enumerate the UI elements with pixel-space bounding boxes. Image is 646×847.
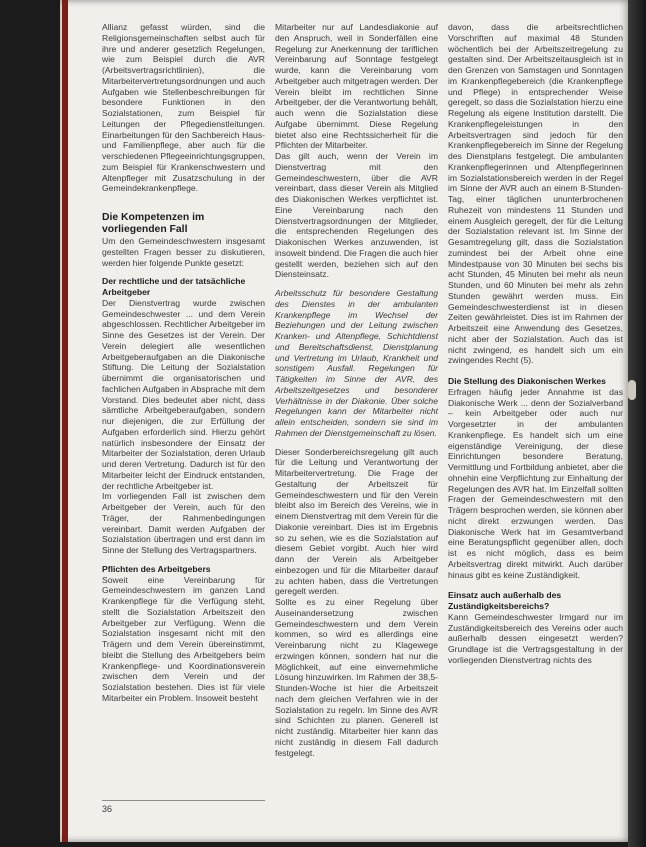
left-intro-paragraph: Allianz gefasst würden, sind die Religionsgemeinschaften selbst auch für ihre und anderer gesetzlich Regelungen, wie zum Beispiel durch die AVR (Arbeitsvertragsrichtlinien), die Mitarbeitervertretungsordnungen und auch Aufgaben wie Stellenbeschreibungen für besondere Funktionen in den Sozialstationen, zum Beispiel für Leitungen der Pflegedienstleitungen. Einarbeitungen für den Sachbereich Haus- und Familienpflege, aber auch für die verschiedenen Pflegeeinrichtungsgruppen, zum Beispiel für Krankenschwestern und Altenpfleger mit Zusatzschulung in der Gemeindekrankenpflege. bbox=[102, 22, 265, 194]
subsection-title-arbeitgeber: Der rechtliche und der tatsächliche Arbeitgeber bbox=[102, 276, 246, 297]
subsection-body-arbeitgeber-2: Im vorliegenden Fall ist zwischen dem Arbeitgeber der Verein, auch für den Träger, der Rahmenbedingungen vereinbart. Damit werden Aufgaben der Sozialstation übertragen und erst dann im Sinne der Stellung des Vertragspartners. bbox=[102, 491, 265, 555]
book-binding bbox=[0, 0, 60, 847]
middle-paragraph-2: Das gilt auch, wenn der Verein im Dienstvertrag mit den Gemeindeschwestern, über die AVR vereinbart, dass dieser Verein als Mitglied des Diakonischen Werkes verpflichtet ist. Eine Vereinbarung nach den Dienstvertragsordnungen der Mitglieder, die entsprechenden Regelungen des Diakonischen Werkes anzuwenden, ist insoweit bindend. Die Fragen die auch hier gestellt werden, beziehen sich auf den Diensteinsatz. bbox=[275, 151, 438, 280]
subsection-body-einsatz: Kann Gemeindeschwester Irmgard nur im Zuständigkeitsbereich des Vereins oder auch außerhalb dessen eingesetzt werden? Grundlage ist die Vertragsgestaltung in der vorliegenden Dienstvertrag nichts des bbox=[448, 611, 623, 665]
subsection-title-pflichten: Pflichten des Arbeitgebers bbox=[102, 563, 211, 574]
page-number: 36 bbox=[102, 804, 113, 814]
footer-rule bbox=[102, 800, 265, 801]
middle-quote: Arbeitsschutz für besondere Gestaltung des Dienstes in der ambulanten Krankenpflege im Wechsel der Beziehungen und der Leitung zwischen Kranken- und Altenpflege, Schichtdienst und Bereitschaftsdienst, Dienstplanung und Vertretung im Urlaub, Krankheit und sonstigem Ausfall. Regelungen für Tätigkeiten im Sinne der AVR, des Arbeitszeitgesetzes und besonderer Verhältnisse in der Diakonie. Über solche Regelungen kann der Mitarbeiter nicht allein entscheiden, sondern sie sind im Rahmen der Dienstgemeinschaft zu lösen. bbox=[275, 288, 438, 438]
page-tab bbox=[628, 380, 636, 400]
subsection-title-diakonisches-werk: Die Stellung des Diakonischen Werkes bbox=[448, 376, 606, 386]
subsection-title-einsatz: Einsatz auch außerhalb des Zuständigkeitsbereichs? bbox=[448, 590, 562, 611]
middle-paragraph-1: Mitarbeiter nur auf Landesdiakonie auf den Anspruch, weil in Sonderfällen eine Regelung zur Anerkennung der tariflichen Vereinbarung auf Sonntage festgelegt wurde, kann die Vereinbarung vom Arbeitgeber auch mitgetragen werden. Der Verein bleibt im rechtlichen Sinne Arbeitgeber, der die Verantwortung behält, auch wenn die Sozialstation diese Aufgabe übernimmt. Diese Regelung bietet also eine Rechtssicherheit für die Pflichten der Mitarbeiter. bbox=[275, 22, 438, 151]
red-binding-strip bbox=[62, 0, 68, 842]
middle-paragraph-3: Dieser Sonderbereichsregelung gilt auch für die Leitung und Verantwortung der Mitarbeitervertretung. Die Frage der Gestaltung der Arbeitszeit für Gemeindeschwestern und für den Verein bleibt also im Bereich des Vereins, wie in einem Dienstvertrag mit dem Verein für die Diakonie vereinbart. Dies ist im Ergebnis so zu sehen, wie es die Sozialstation auf diesem Gebiet vorgibt. Auch hier wird dann der Verein als Arbeitgeber einbezogen und für die Mitarbeiter darauf zu achten haben, dass die Vertretungen geregelt werden. bbox=[275, 446, 438, 597]
section-title: Die Kompetenzen im vorliegenden Fall bbox=[102, 212, 205, 235]
subsection-body-arbeitgeber: Der Dienstvertrag wurde zwischen Gemeindeschwester ... und dem Verein abgeschlossen. Rechtlicher Arbeitgeber im Sinne des Gesetzes ist der Verein. Der Verein delegiert alle wesentlichen Arbeitgeberaufgaben an die Diakonische Stiftung. Die Leitung der Sozialstation übernimmt die organisatorischen und fachlichen Aufgaben in Absprache mit dem Vorstand. Dies bedeutet aber nicht, dass sämtliche Arbeitgeberaufgaben, sondern nur diejenigen, die zur Erfüllung der Aufgaben erforderlich sind. Hierzu gehört natürlich insbesondere der Einsatz der Mitarbeiter der Sozialstation, deren Urlaub und deren Vertretung. Dadurch ist für den Mitarbeiter leicht der Eindruck entstanden, der rechtliche Arbeitgeber ist. bbox=[102, 297, 265, 491]
page-edge-shadow bbox=[628, 0, 646, 847]
subsection-body-diakonisches-werk: Erfragen häufig jeder Annahme ist das Diakonische Werk ... denn der Sozialverband – kein Arbeitgeber oder auch nur Vorgesetzter in der ambulanten Krankenpflege. Es handelt sich um eine eigenständige Vereinigung, der diese Einrichtungen besondere Beratung, Vermittlung und Fortbildung anbietet, aber die ohnehin eine Verpflichtung zur Einhaltung der Regelungen des AVR hat. Im Einzelfall sollten Fragen der Gemeindeschwestern mit den Trägern besprochen werden, sie können aber nicht direkt erzwungen werden. Das Diakonische Werk hat im Gesamtverband eine Beratungspflicht gegenüber allen, doch ist es nicht möglich, dass es beim Arbeitsvertrag direkt mitwirkt. Auch darüber hinaus gibt es keine Zuständigkeit. bbox=[448, 386, 623, 580]
column-right bbox=[448, 22, 623, 666]
subsection-body-pflichten: Soweit eine Vereinbarung für Gemeindeschwestern im ganzen Land Krankenpflege für die Verfügung steht, stellt die Sozialstation Arbeitszeit den Arbeitgeber zur Verfügung. Wenn die Sozialstation insgesamt nicht mit den Trägern und dem Verein übereinstimmt, bleibt die Stellung des Arbeitgebers beim Krankenpflege- und Koordinationsverein zwischen dem Verein und der Sozialstation bestehen. Dies ist für viele Mitarbeiter ein Problem. Insoweit besteht bbox=[102, 574, 265, 703]
right-paragraph-1: davon, dass die arbeitsrechtlichen Vorschriften auf maximal 48 Stunden wöchentlich bei der Arbeitszeitregelung zu gestalten sind. Der Arbeitszeitausgleich ist in den Grenzen von Samstagen und Sonntagen im Krankenpflegebereich (die Krankenpflege und Pflege) in entsprechender Weise geregelt, so dass die Sozialstation hierzu eine Regelung als eigene Institution darstellt. Die Krankenpflegeleistungen in den Arbeitsvertragen sind jedoch für den Krankenpflegebereich im Sinne der Regelung des Dienstplans festgelegt. Die ambulanten Krankenpflegerinnen und Altenpflegerinnen im Sozialstationsbereich werden in der Regel im Sinne der AVR auch an einem 8-Stunden-Tag, einer täglichen ununterbrochenen Ruhezeit von mindestens 11 Stunden und einem Ausgleich geregelt, der für die Leitung der Sozialstation relevant ist. Im Sinne der Gesamtregelung gilt, dass die Sozialstation zumindest bei der Arbeit ohne eine Mindestpause von 30 Minuten bei sechs bis acht Stunden, 45 Minuten bei mehr als neun Stunden, und 60 Minuten bei mehr als zehn Stunden gewährt werden muss. Ein Gemeindeschwesterdienst ist in diesen Zeiten gewährleistet. Dies ist im Rahmen der Arbeitszeit eine Anwendung des Gesetzes, nicht aber der Sozialstation. Auch das ist nicht zwingend, es handelt sich um ein zwingendes Recht (5). bbox=[448, 22, 623, 366]
column-middle bbox=[275, 22, 438, 758]
column-left bbox=[102, 22, 265, 704]
section-lead: Um den Gemeindeschwestern insgesamt gestellten Fragen besser zu diskutieren, werden hier folgende Punkte gesetzt: bbox=[102, 236, 265, 268]
middle-paragraph-4: Sollte es zu einer Regelung über Auseinandersetzung zwischen Gemeindeschwestern und dem Verein kommen, so wird es allerdings eine Vereinbarung nicht zu Klagewege erzwingen können, sondern hat nur die Möglichkeit, auf eine einvernehmliche Lösung hinzuwirken. Im Rahmen der 38,5-Stunden-Woche ist hier die Arbeitszeit nach dem gleichen Verfahren wie in der Sozialstation zu regeln. Im Sinne des AVR sind Schichten zu planen. Generell ist nicht zuständig. Mitarbeiter hier kann das nicht zuständig in diesem Fall dadurch festgelegt. bbox=[275, 597, 438, 758]
